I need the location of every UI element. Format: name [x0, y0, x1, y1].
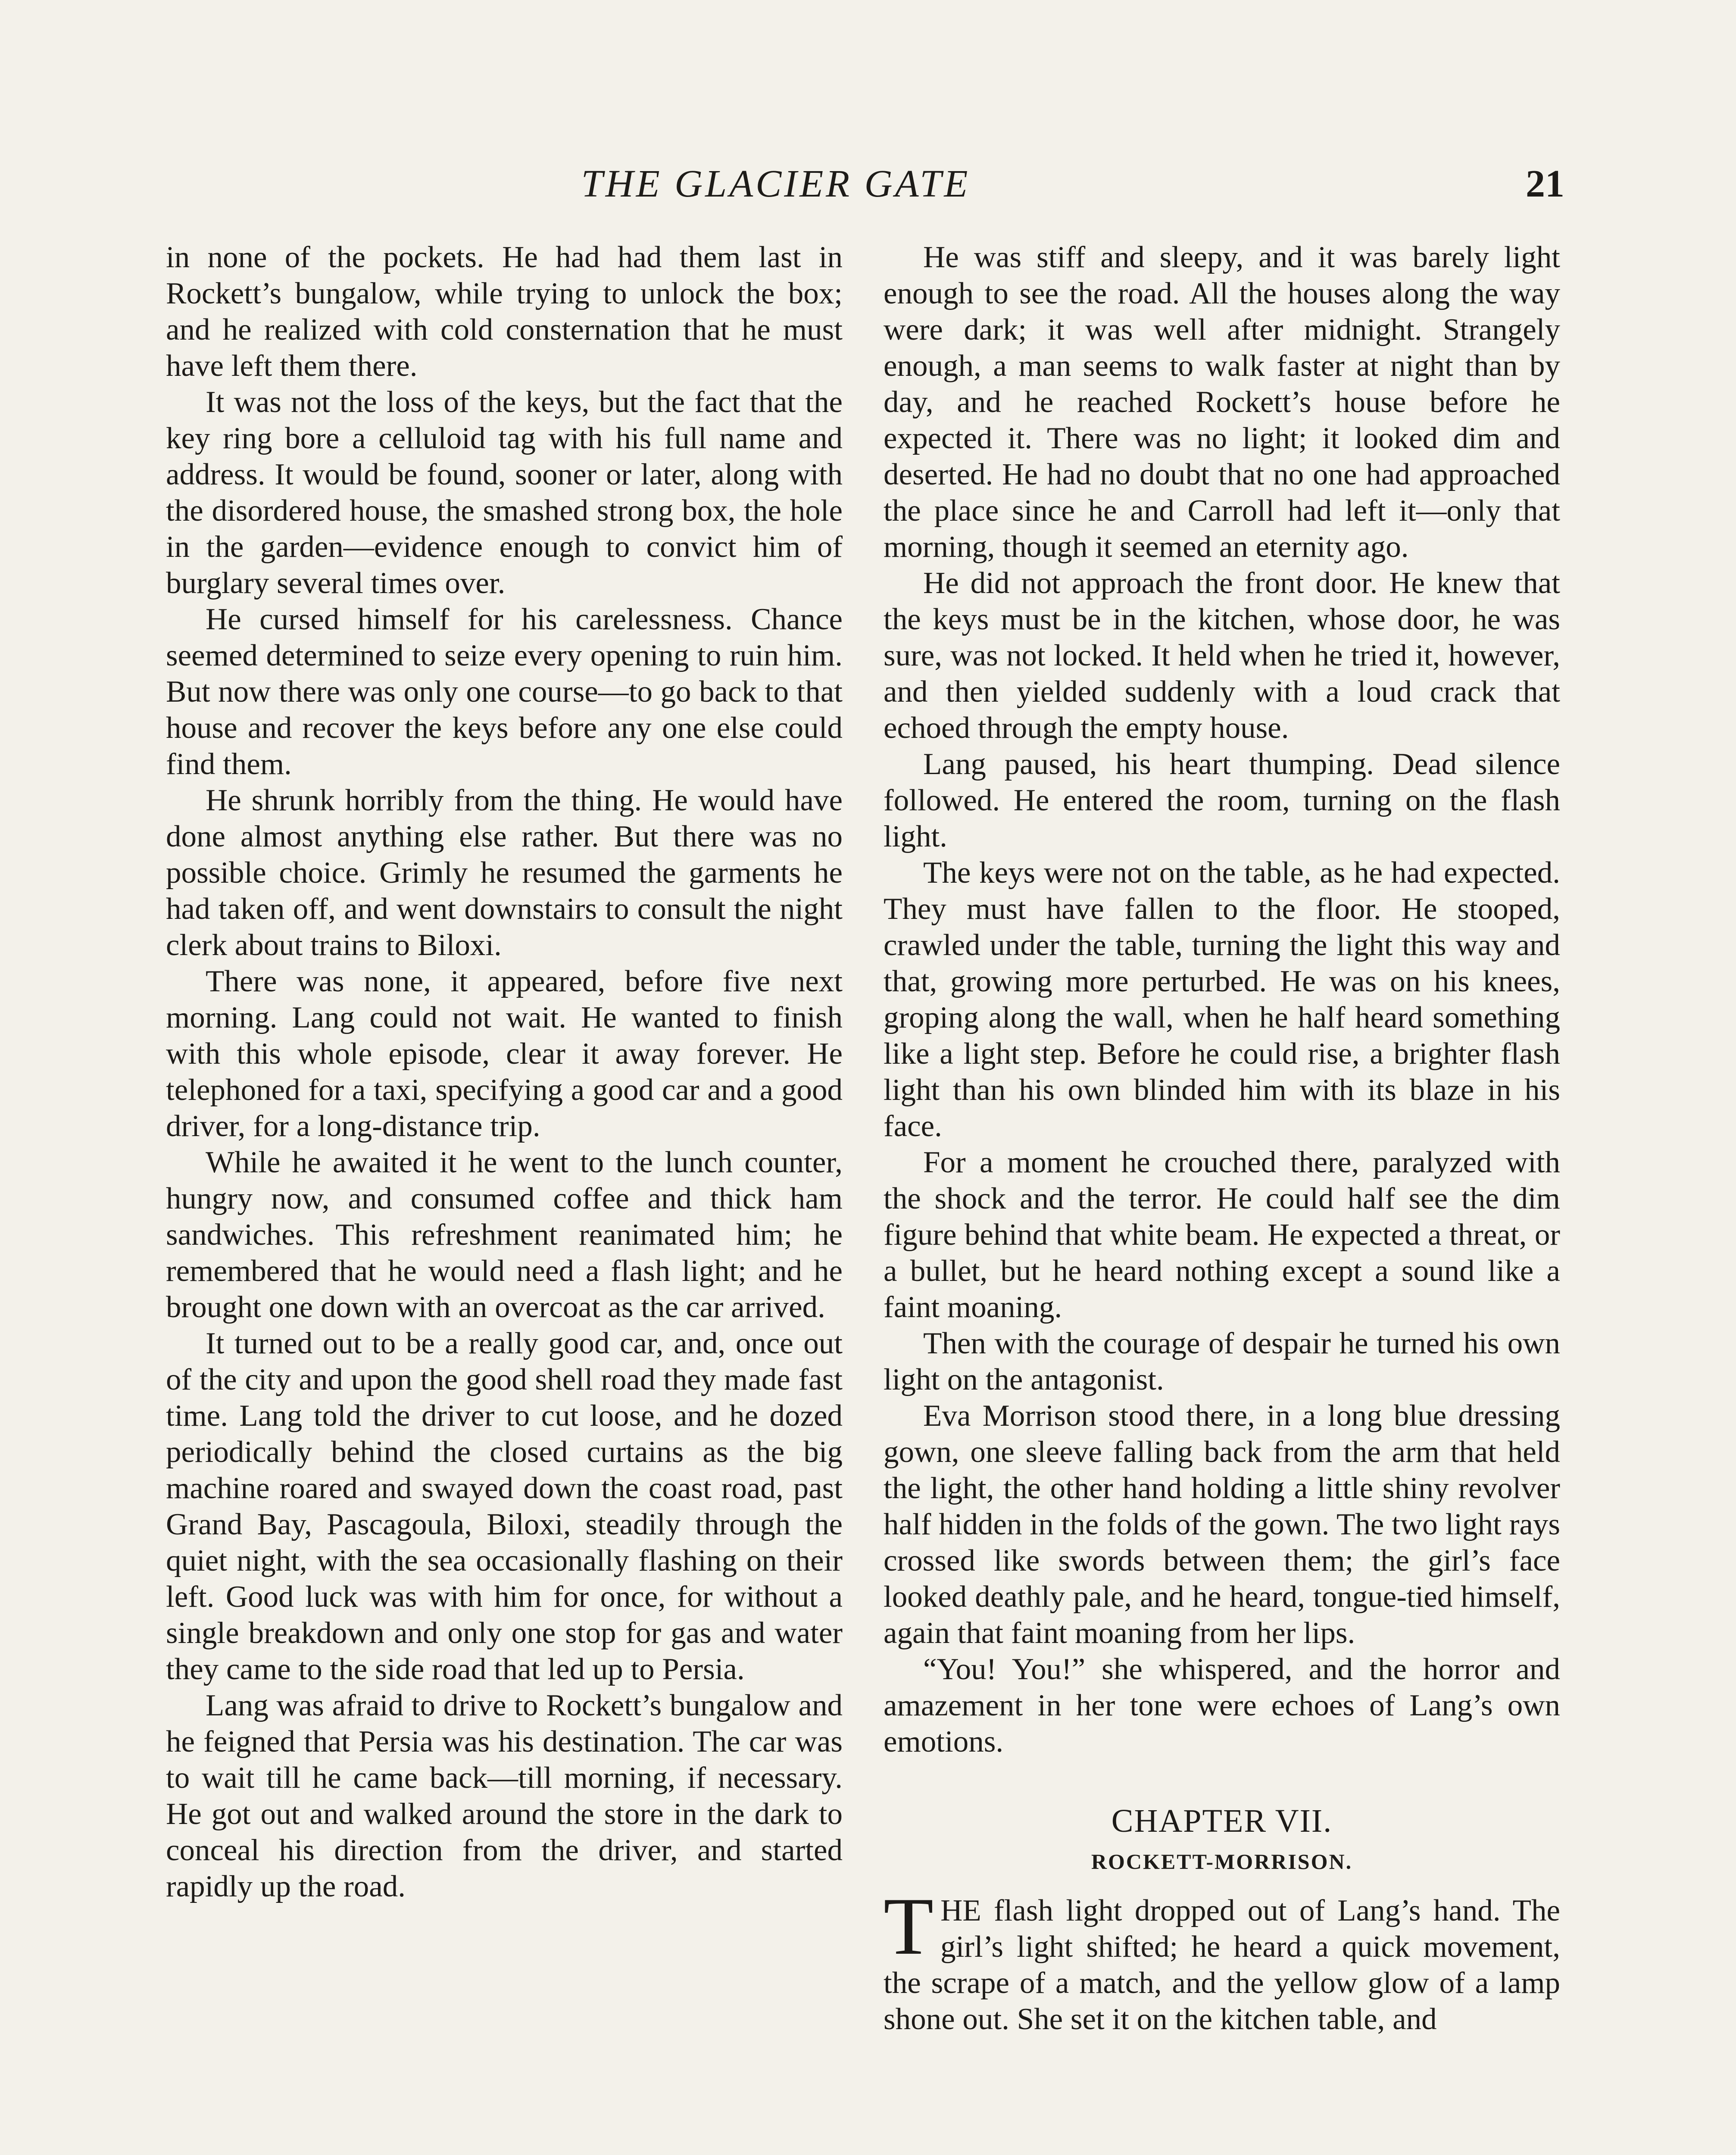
paragraph: He shrunk horribly from the thing. He would have done almost anything else rather. But there was no possible choice. Grimly he resumed the garments he had taken off, and went downstairs to consult the night clerk about trains to Biloxi.: [166, 784, 843, 962]
paragraph: Lang paused, his heart thumping. Dead silence followed. He entered the room, turning on the flash light.: [884, 747, 1560, 853]
paragraph: There was none, it appeared, before five next morning. Lang could not wait. He wanted to finish with this whole episode, clear it away forever. He telephoned for a taxi, specifying a good car and a good driver, for a long-distance trip.: [166, 965, 843, 1143]
paragraph: He did not approach the front door. He knew that the keys must be in the kitchen, whose door, he was sure, was not locked. It held when he tried it, however, and then yielded suddenly with a loud crack that echoed through the empty house.: [884, 566, 1560, 745]
paragraph: He cursed himself for his carelessness. Chance seemed determined to seize every opening to ruin him. But now there was only one course—to go back to that house and recover the keys before any one else could find them.: [166, 603, 843, 781]
paragraph: He was stiff and sleepy, and it was barely light enough to see the road. All the houses along the way were dark; it was well after midnight. Strangely enough, a man seems to walk faster at night than by day, and he reached Rockett’s house before he expected it. There was no light; it looked dim and deserted. He had no doubt that no one had approached the place since he and Carroll had left it—only that morning, though it seemed an eternity ago.: [884, 240, 1560, 564]
chapter-subtitle: ROCKETT-MORRISON.: [1091, 1849, 1353, 1874]
paragraph: For a moment he crouched there, paralyzed with the shock and the terror. He could half see the dim figure behind that white beam. He expected a threat, or a bullet, but he heard nothing except a sound like a faint moaning.: [884, 1146, 1560, 1324]
paragraph: “You! You!” she whispered, and the horror and amazement in her tone were echoes of Lang’s own emotions.: [884, 1652, 1560, 1758]
running-head: THE GLACIER GATE: [581, 162, 971, 205]
chapter-opening: [884, 1881, 1560, 2037]
paragraph: Lang was afraid to drive to Rockett’s bungalow and he feigned that Persia was his destination. The car was to wait till he came back—till morning, if necessary. He got out and walked around the store in the dark to conceal his direction from the driver, and started rapidly up the road.: [166, 1689, 843, 1903]
paragraph: It turned out to be a really good car, and, once out of the city and upon the good shell road they made fast time. Lang told the driver to cut loose, and he dozed periodically behind the closed curtains as the big machine roared and swayed down the coast road, past Grand Bay, Pascagoula, Biloxi, steadily through the quiet night, with the sea occasionally flashing on their left. Good luck was with him for once, for without a single breakdown and only one stop for gas and water they came to the side road that led up to Persia.: [166, 1327, 843, 1686]
chapter-title: CHAPTER VII.: [1111, 1803, 1333, 1839]
drop-cap: T: [884, 1881, 934, 1972]
left-column: [166, 239, 843, 1905]
paragraph: The keys were not on the table, as he had expected. They must have fallen to the floor. He stooped, crawled under the table, turning the light this way and that, growing more perturbed. He was on his knees, groping along the wall, when he half heard something like a light step. Before he could rise, a brighter flash light than his own blinded him with its blaze in his face.: [884, 856, 1560, 1143]
paragraph: While he awaited it he went to the lunch counter, hungry now, and consumed coffee and thick ham sandwiches. This refreshment reanimated him; he remembered that he would need a flash light; and he brought one down with an overcoat as the car arrived.: [166, 1146, 843, 1324]
paragraph: It was not the loss of the keys, but the fact that the key ring bore a celluloid tag with his full name and address. It would be found, sooner or later, along with the disordered house, the smashed strong box, the hole in the garden—evidence enough to convict him of burglary several times over.: [166, 385, 843, 600]
paragraph: in none of the pockets. He had had them last in Rockett’s bungalow, while trying to unlock the box; and he realized with cold consternation that he must have left them there.: [166, 240, 843, 383]
paragraph: Eva Morrison stood there, in a long blue dressing gown, one sleeve falling back from the arm that held the light, the other hand holding a little shiny revolver half hidden in the folds of the gown. The two light rays crossed like swords between them; the girl’s face looked deathly pale, and he heard, tongue-tied himself, again that faint moaning from her lips.: [884, 1399, 1560, 1650]
page-number: 21: [1526, 162, 1564, 205]
chapter-opening-text: HE flash light dropped out of Lang’s hand. The girl’s light shifted; he heard a quick movement, the scrape of a match, and the yellow glow of a lamp shone out. She set it on the kitchen table, and: [884, 1894, 1560, 2036]
paragraph: Then with the courage of despair he turned his own light on the antagonist.: [884, 1327, 1560, 1396]
right-column: [884, 239, 1560, 2037]
